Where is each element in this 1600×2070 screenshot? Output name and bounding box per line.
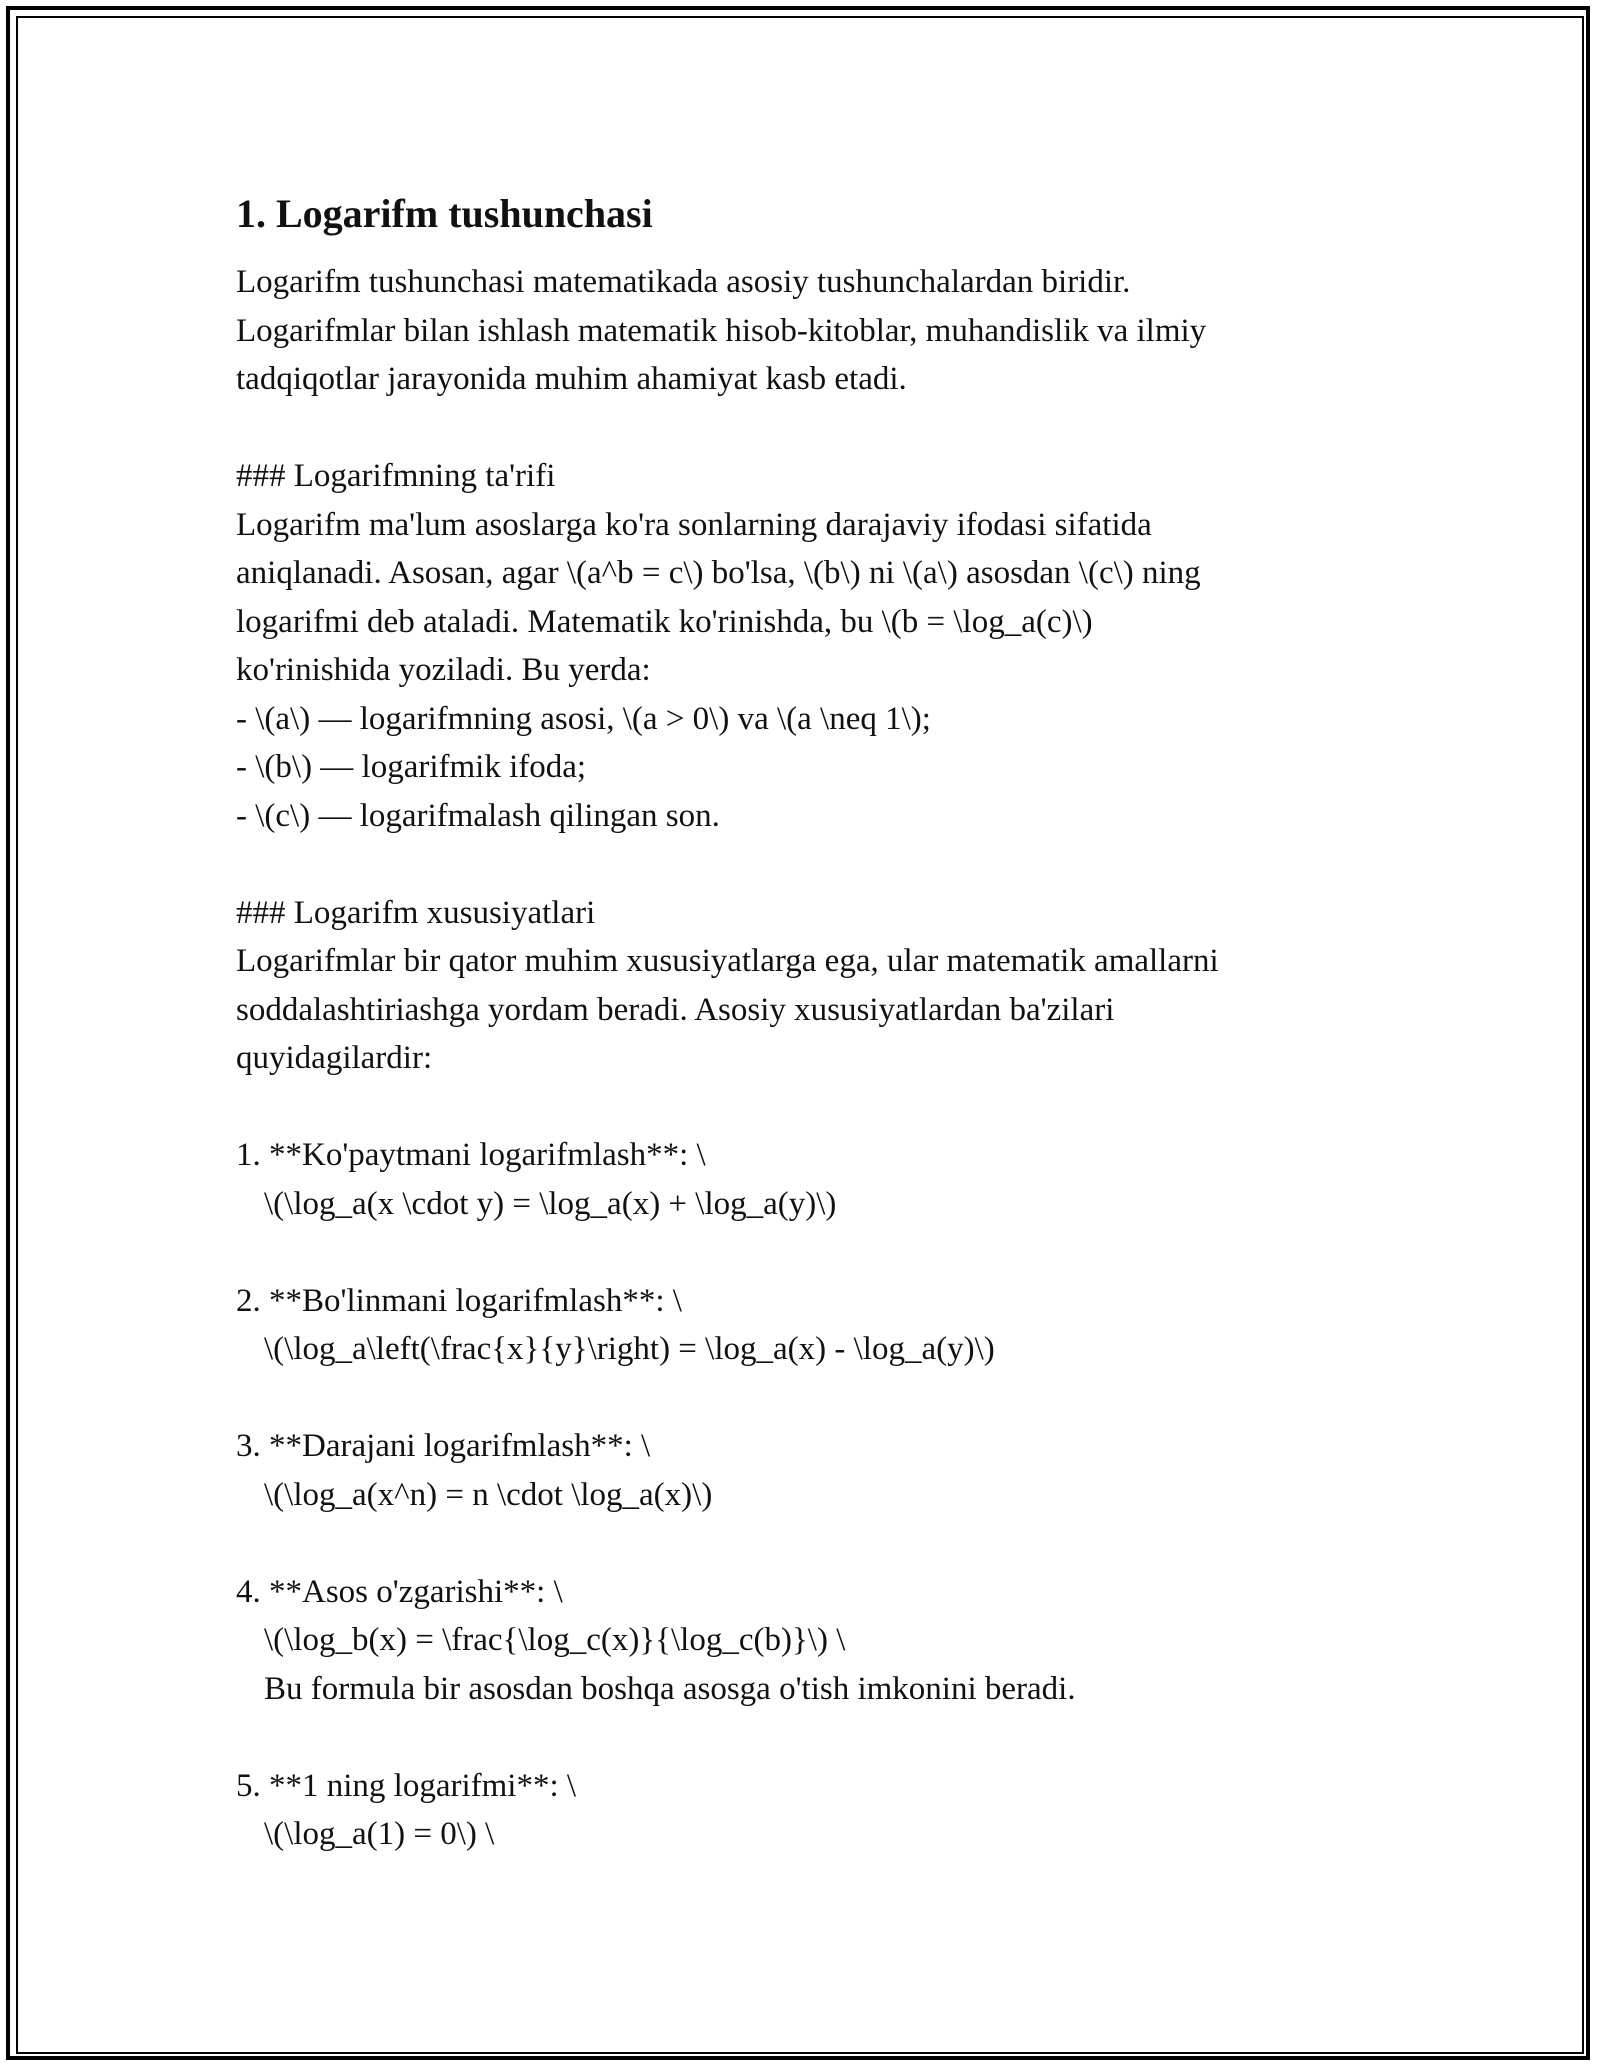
text-line: tadqiqotlar jarayonida muhim ahamiyat kasb etadi. <box>236 361 907 397</box>
property-item <box>236 1277 1386 1374</box>
text-line: Logarifmlar bilan ishlash matematik hisob-kitoblar, muhandislik va ilmiy <box>236 312 1207 349</box>
list-item: - \(b\) — logarifmik ifoda; <box>236 749 587 785</box>
property-label: 5. **1 ning logarifmi**: \ <box>236 1767 577 1804</box>
text-line: Logarifm tushunchasi matematikada asosiy tushunchalardan biridir. <box>236 264 1131 300</box>
section-heading: ### Logarifmning ta'rifi <box>236 458 556 494</box>
document-title: 1. Logarifm tushunchasi <box>236 191 653 236</box>
property-item <box>236 1131 1386 1228</box>
text-line: aniqlanadi. Asosan, agar \(a^b = c\) bo'lsa, \(b\) ni \(a\) asosdan \(c\) ning <box>236 555 1201 591</box>
section-heading: ### Logarifm xususiyatlari <box>236 894 596 931</box>
property-label: 2. **Bo'linmani logarifmlash**: \ <box>236 1282 682 1319</box>
text-line: Logarifm ma'lum asoslarga ko'ra sonlarning darajaviy ifodasi sifatida <box>236 506 1152 543</box>
property-item <box>236 1568 1386 1714</box>
properties-section <box>236 889 1386 1859</box>
text-line: ko'rinishida yoziladi. Bu yerda: <box>236 652 651 688</box>
property-item <box>236 1422 1386 1519</box>
property-label: 4. **Asos o'zgarishi**: \ <box>236 1573 563 1610</box>
text-line: quyidagilardir: <box>236 1040 433 1076</box>
property-formula: \(\log_a(x^n) = n \cdot \log_a(x)\) <box>264 1476 713 1513</box>
property-formula: \(\log_a\left(\frac{x}{y}\right) = \log_a(x) - \log_a(y)\) <box>264 1331 995 1367</box>
intro-paragraph <box>236 258 1386 404</box>
property-label: 3. **Darajani logarifmlash**: \ <box>236 1428 651 1464</box>
property-note: Bu formula bir asosdan boshqa asosga o'tish imkonini beradi. <box>264 1670 1076 1707</box>
property-formula: \(\log_a(1) = 0\) \ <box>264 1816 495 1852</box>
text-line: Logarifmlar bir qator muhim xususiyatlarga ega, ular matematik amallarni <box>236 943 1219 979</box>
property-item <box>236 1762 1386 1859</box>
document-page <box>236 184 1386 1859</box>
text-line: soddalashtiriashga yordam beradi. Asosiy xususiyatlardan ba'zilari <box>236 991 1115 1028</box>
text-line: logarifmi deb ataladi. Matematik ko'rinishda, bu \(b = \log_a(c)\) <box>236 603 1093 640</box>
list-item: - \(a\) — logarifmning asosi, \(a > 0\) va \(a \neq 1\); <box>236 700 931 737</box>
property-label: 1. **Ko'paytmani logarifmlash**: \ <box>236 1137 706 1173</box>
list-item: - \(c\) — logarifmalash qilingan son. <box>236 797 720 834</box>
property-formula: \(\log_a(x \cdot y) = \log_a(x) + \log_a(y)\) <box>264 1185 837 1222</box>
property-formula: \(\log_b(x) = \frac{\log_c(x)}{\log_c(b)}\) \ <box>264 1622 846 1658</box>
definition-section <box>236 452 1386 840</box>
